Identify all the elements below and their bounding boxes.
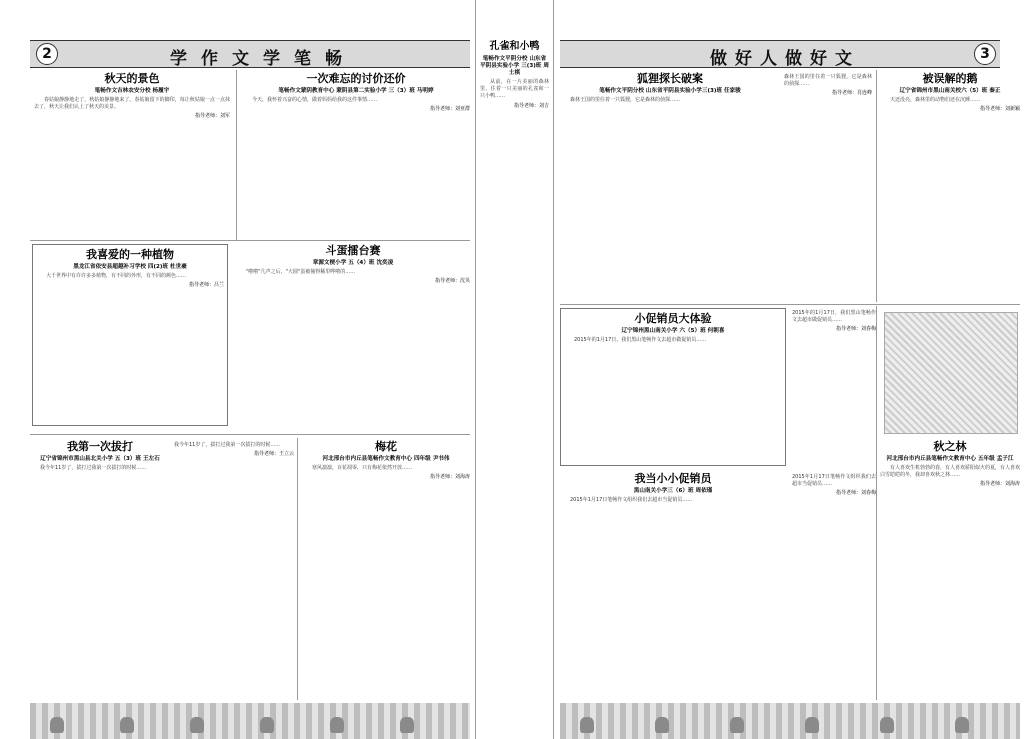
section-title-right: 做好人做好文 <box>710 49 860 69</box>
article-sales-experience-continued <box>792 308 876 466</box>
article-body-continued: 森林王国的里住着一只狐狸，它是森林的侦探…… <box>784 74 872 88</box>
article-body: 春姑娘静静地走了，秋姑娘静静地来了。春姑娘留下的脚印，每让秋姑娘一点一点抹去了，秋天让我们认上了秋天的美景。 <box>34 97 230 111</box>
article-meta: 黑龙江省依安县超越补习学校 四(2)班 杜世豪 <box>73 264 187 270</box>
article-meta: 辽宁省锦州市黑山南关校六（5）班 秦正 <box>899 88 1001 94</box>
decorative-footer-left <box>30 703 470 739</box>
article-little-salesperson-continued <box>792 472 876 698</box>
article-body: 大千世界中有许许多多植物，有不同的外形，有不同的颜色…… <box>46 273 187 279</box>
article-body: 2015年的1月17日，我们黑山笔畅作文去超市做促销员…… <box>574 337 707 343</box>
article-body-continued: 我今年11岁了，拔打过我第一次拔打的时候…… <box>174 442 281 448</box>
article-meta: 河北邢台市内丘县笔畅作文教育中心 五年级 孟子江 <box>886 456 1014 462</box>
article-teacher: 指导老师：刘吉 <box>513 102 549 109</box>
decorative-illustration <box>884 312 1018 434</box>
right-page <box>553 0 1024 739</box>
article-teacher: 指导老师：肖连峰 <box>831 90 872 97</box>
article-meta: 笔畅作文平阴分校 山东省平阴县实验小学三(3)班 任家骏 <box>599 88 741 94</box>
article-title: 我当小小促销员 <box>634 472 712 485</box>
article-meta: 笔畅作文平阴分校 山东省平阴县实验小学 三(3)班 周士棋 <box>480 56 549 76</box>
article-fox-detective-continued <box>784 72 872 300</box>
article-title: 我喜爱的一种植物 <box>86 248 174 261</box>
article-title: 被误解的鹅 <box>922 72 978 85</box>
article-title: 秋天的景色 <box>104 72 160 85</box>
section-title-left: 学作文学笔畅 <box>170 49 356 69</box>
page-number-left: 2 <box>36 43 58 65</box>
article-egg-contest <box>236 244 470 430</box>
article-body: 有人喜欢生机勃勃的春，有人喜欢骄阳似火的夏，有人喜欢白雪皑皑的冬，我却喜欢秋之林…… <box>880 465 1020 479</box>
article-fox-detective <box>560 72 780 300</box>
left-page <box>0 0 476 739</box>
article-title: 秋之林 <box>933 440 967 453</box>
article-meta: 黑山南关小学三（6）班 周依瑾 <box>633 488 713 494</box>
article-meta: 辽宁锦州黑山南关小学 六（5）班 何朝喜 <box>621 328 725 334</box>
article-autumn-scenery <box>34 72 230 232</box>
article-peacock-duck <box>480 40 549 730</box>
article-title: 小促销员大体验 <box>634 312 712 325</box>
article-body: 我今年11岁了，拔打过我第一次拔打的时候…… <box>40 465 147 471</box>
article-autumn-forest <box>880 440 1020 698</box>
article-body: "啦啦"几声之后，"大圆"蛋被撞得稀里哗啦的…… <box>246 269 356 275</box>
article-title: 孔雀和小鸭 <box>489 41 540 52</box>
article-meta: 章源文梗小学 五（4）班 沈奕凌 <box>312 260 394 266</box>
article-title: 我第一次拔打 <box>67 440 133 453</box>
article-body: 2015年1月17日笔畅作文组织我们去超市当促销员…… <box>570 497 693 503</box>
article-bargain <box>242 72 470 238</box>
article-title: 狐狸探长破案 <box>637 72 703 85</box>
article-first-call <box>30 440 170 698</box>
article-title: 斗蛋擂台赛 <box>325 244 381 257</box>
article-teacher: 指导老师：刘春梅 <box>835 490 876 497</box>
article-teacher: 指导老师：王立云 <box>253 451 294 458</box>
article-teacher: 指导老师：刘海涛 <box>429 474 470 481</box>
article-meta: 笔畅作文蒙阴教育中心 蒙阴县第二实验小学 三（3）班 马明婷 <box>278 88 434 94</box>
article-body: 今天，我怀着兴奋的心情，做着妈妈给我的这件事情…… <box>252 97 378 103</box>
article-teacher: 指导老师：刘春梅 <box>835 326 876 333</box>
article-body: 森林王国的里住着一只狐狸，它是森林的侦探…… <box>570 97 681 103</box>
article-teacher: 指导老师：刘亚群 <box>429 106 470 113</box>
article-teacher: 指导老师：沈贝 <box>434 278 470 285</box>
article-misunderstood-goose <box>880 72 1020 300</box>
middle-column <box>477 0 552 739</box>
article-little-salesperson <box>560 472 786 698</box>
article-body-continued: 2015年的1月17日，我们黑山笔畅作文去超市做促销员…… <box>792 310 876 324</box>
article-sales-experience <box>560 308 786 466</box>
article-teacher: 指导老师：刘军 <box>194 113 230 120</box>
page-number-right: 3 <box>974 43 996 65</box>
article-teacher: 指导老师：吕兰 <box>188 282 224 289</box>
article-meta: 辽宁省锦州市黑山县北关小学 五（3）班 王左石 <box>40 456 160 462</box>
right-page-header <box>560 40 1000 68</box>
article-teacher: 指导老师：刘海涛 <box>979 481 1020 488</box>
article-body: 天还没亮，森林里的动物们还在沉睡…… <box>890 97 981 103</box>
left-page-header <box>30 40 470 68</box>
decorative-footer-right <box>560 703 1020 739</box>
article-body: 从前，在一片美丽的森林里，住着一只美丽的孔雀和一只小鸭…… <box>480 79 549 100</box>
article-first-call-continued <box>174 440 294 698</box>
article-plum-blossom <box>302 440 470 698</box>
article-body: 寒风凛凛，百花凋零，只有梅花依然开放…… <box>312 465 413 471</box>
article-body-continued: 2015年1月17日笔畅作文组织我们去超市当促销员…… <box>792 474 876 488</box>
article-meta: 笔畅作文吉林农安分校 杨履宇 <box>94 88 170 94</box>
article-meta: 河北邢台市内丘县笔畅作文教育中心 四年级 尹书伟 <box>322 456 450 462</box>
article-plant <box>32 244 228 426</box>
article-title: 一次难忘的讨价还价 <box>306 72 406 85</box>
article-title: 梅花 <box>375 440 397 453</box>
article-teacher: 指导老师：刘新颖 <box>979 106 1020 113</box>
